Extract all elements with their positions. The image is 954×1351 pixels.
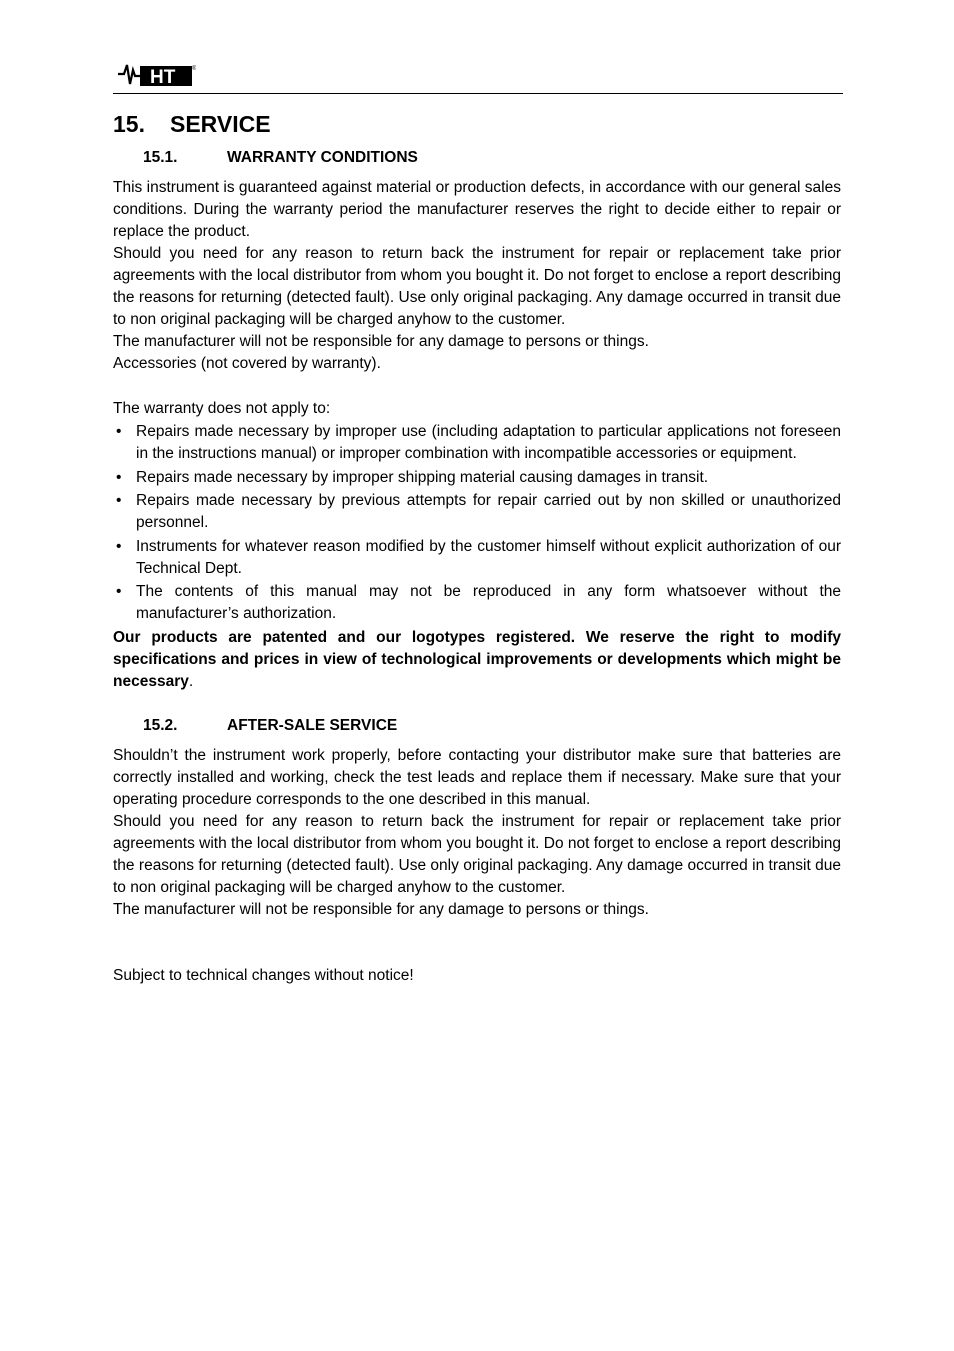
- paragraph: The manufacturer will not be responsible for any damage to persons or things.: [113, 900, 649, 918]
- footer-note: Subject to technical changes without notice!: [113, 966, 414, 984]
- bold-statement: Our products are patented and our logotypes registered. We reserve the right to modify specifications and prices in view of technological improvements or developments which might be necessary.: [113, 628, 841, 690]
- section-number: 15.: [113, 111, 145, 137]
- svg-text:®: ®: [192, 66, 196, 72]
- subsection-heading-warranty: [113, 147, 841, 169]
- list-item: • Instruments for whatever reason modified by the customer himself without explicit authorization of our Technical Dept.: [116, 537, 841, 577]
- ht-logo: [116, 62, 196, 88]
- bullet-icon: •: [116, 492, 122, 509]
- paragraph: Should you need for any reason to return back the instrument for repair or replacement take prior agreements with the local distributor from whom you bought it. Do not forget to enclose a report describing the reasons for returning (detected fault). Use only original packaging. Any damage occurred in transit due to non original packaging will be charged anyhow to the customer.: [113, 245, 842, 328]
- exclusion-list: [113, 421, 841, 625]
- list-item: • Repairs made necessary by previous attempts for repair carried out by non skilled or unauthorized personnel.: [116, 492, 841, 531]
- subsection-title: WARRANTY CONDITIONS: [227, 149, 418, 166]
- subsection-number: 15.2.: [143, 716, 178, 734]
- paragraph: This instrument is guaranteed against material or production defects, in accordance with our general sales conditions. During the warranty period the manufacturer reserves the right to decide either to repair or replace the product.: [113, 179, 841, 240]
- bullet-icon: •: [116, 423, 122, 440]
- bullet-icon: •: [116, 583, 122, 600]
- section-heading: [113, 108, 841, 140]
- list-item: • Repairs made necessary by improper shipping material causing damages in transit.: [113, 467, 841, 489]
- subsection-heading-after-sale: [113, 715, 841, 737]
- bullet-icon: •: [116, 468, 122, 486]
- header-rule: [113, 93, 843, 94]
- paragraph: Shouldn’t the instrument work properly, before contacting your distributor make sure that batteries are correctly installed and working, check the test leads and replace them if necessary. Make sure that your operating procedure corresponds to the one described in this manual.: [113, 746, 841, 808]
- paragraph: The manufacturer will not be responsible for any damage to persons or things.: [113, 333, 649, 350]
- subsection-title: AFTER-SALE SERVICE: [227, 716, 398, 734]
- page-header: [113, 60, 843, 94]
- bullet-icon: •: [116, 537, 122, 555]
- list-item: • Repairs made necessary by improper use (including adaptation to particular applications not foreseen in the instructions manual) or improper combination with incompatible accessories or equipment.: [116, 423, 841, 462]
- list-item: • The contents of this manual may not be reproduced in any form whatsoever without the manufacturer’s authorization.: [116, 583, 841, 622]
- section-title: SERVICE: [170, 111, 271, 137]
- subsection-number: 15.1.: [143, 149, 178, 166]
- paragraph: The warranty does not apply to:: [113, 400, 331, 417]
- document-body: [113, 108, 841, 987]
- paragraph: Should you need for any reason to return back the instrument for repair or replacement take prior agreements with the local distributor from whom you bought it. Do not forget to enclose a report describing the reasons for returning (detected fault). Use only original packaging. Any damage occurred in transit due to non original packaging will be charged anyhow to the customer.: [113, 812, 842, 896]
- paragraph: Accessories (not covered by warranty).: [113, 355, 381, 372]
- svg-text:HT: HT: [150, 67, 176, 88]
